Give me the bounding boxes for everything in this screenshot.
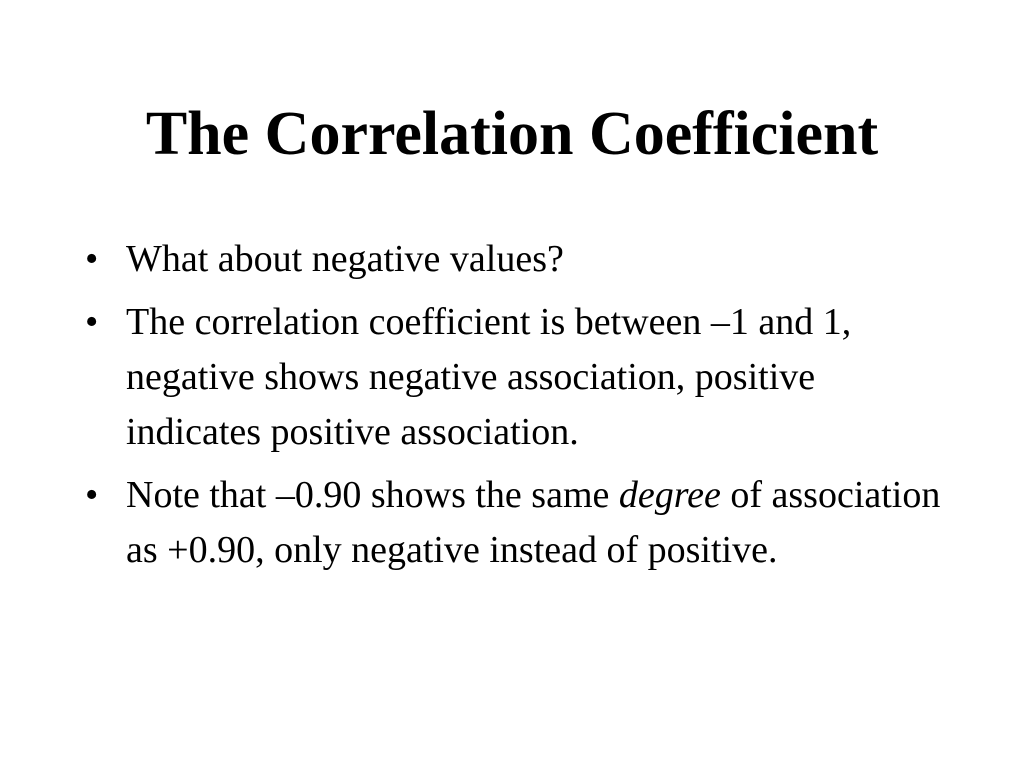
bullet-emphasis-degree: degree [618,474,721,516]
bullet-item-degree [82,468,942,578]
bullet-text-before: Note that –0.90 shows the same [126,474,619,516]
bullet-item-range [82,295,942,460]
slide-title: The Correlation Coefficient [145,100,879,168]
bullet-text-after: of association as +0.90, only negative instead of positive. [126,474,941,571]
bullet-list [82,232,942,586]
bullet-text: The correlation coefficient is between –1 and 1, negative shows negative association, positive indicates positive association. [126,301,852,453]
bullet-text: What about negative values? [126,238,564,280]
bullet-icon: • [85,474,99,516]
bullet-icon: • [85,301,99,343]
bullet-icon: • [85,238,99,280]
bullet-item-negative-values [82,232,942,287]
